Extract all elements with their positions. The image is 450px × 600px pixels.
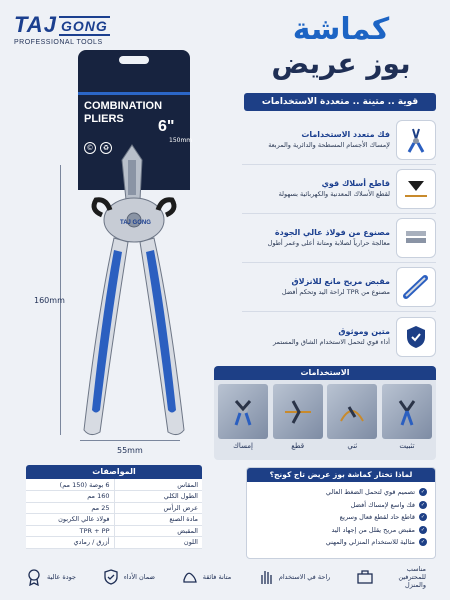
- footer-item: [180, 567, 231, 587]
- product-title: [246, 12, 436, 80]
- check-icon: ✓: [420, 514, 426, 521]
- list-item: [247, 536, 427, 549]
- package-name-line1: COMBINATION: [84, 100, 163, 112]
- use-label: تثبيت: [399, 442, 415, 450]
- package-size-mm: 150mm: [169, 137, 193, 144]
- footer-text: ضمان الأداء: [123, 573, 156, 581]
- spec-value: 25 مم: [26, 502, 114, 514]
- use-item: [327, 384, 377, 450]
- list-item: [247, 511, 427, 524]
- package-name: [84, 100, 162, 126]
- why-choose-panel: [246, 467, 436, 559]
- spec-value: أزرق / رمادي: [26, 537, 114, 549]
- why-title: لماذا تختار كماشة بوز عريض تاج كونج؟: [247, 468, 435, 482]
- package-stripe: [78, 92, 190, 95]
- feature-item: [242, 214, 436, 263]
- width-dimension-line: [80, 440, 180, 441]
- logo-text: [14, 12, 110, 38]
- footer-item: [256, 567, 330, 587]
- use-label: ثني: [347, 442, 358, 450]
- spec-key: المقبض: [114, 525, 202, 537]
- specs-title: المواصفات: [26, 465, 202, 479]
- footer-text: متانة فائقة: [202, 573, 232, 581]
- feature-title: قاطع أسلاك قوي: [321, 179, 390, 188]
- cert-icon: ©: [84, 142, 96, 154]
- spec-value: 160 مم: [26, 491, 114, 503]
- table-row: [26, 537, 202, 549]
- feature-item: [242, 263, 436, 312]
- package-size: 6": [158, 118, 175, 135]
- pliers-brand-tag: TAJ GONG: [120, 220, 151, 226]
- spec-key: مادة الصنع: [114, 514, 202, 526]
- feature-item: [242, 116, 436, 165]
- shield-icon: [101, 567, 121, 587]
- feature-item: [242, 312, 436, 361]
- feature-title: فك متعدد الاستخدامات: [301, 130, 390, 139]
- uses-list: [218, 384, 432, 450]
- list-item: [247, 524, 427, 537]
- spec-key: الطول الكلي: [114, 491, 202, 503]
- feature-desc: أداء قوي لتحمل الاستخدام الشاق والمستمر: [272, 337, 390, 346]
- table-row: [26, 514, 202, 526]
- grip-use-icon: [382, 384, 432, 439]
- feature-desc: مصنوع من TPR لراحة اليد وتحكم أفضل: [281, 288, 390, 296]
- grip-handle-icon: [396, 267, 436, 307]
- list-item: [247, 486, 427, 499]
- spec-key: المقاس: [114, 479, 202, 491]
- footer-text: جودة عالية: [47, 573, 77, 581]
- table-row: [26, 525, 202, 537]
- tagline-ribbon: قوية .. متينة .. متعددة الاستخدامات: [244, 93, 436, 111]
- feature-title: مصنوع من فولاذ عالي الجودة: [274, 228, 390, 237]
- spec-value: فولاذ عالي الكربون: [26, 514, 114, 526]
- cut-use-icon: [273, 384, 323, 439]
- bend-use-icon: [327, 384, 377, 439]
- logo-main: TAJ: [14, 12, 57, 37]
- hand-icon: [256, 567, 276, 587]
- table-row: [26, 491, 202, 503]
- use-item: [218, 384, 268, 450]
- medal-icon: [24, 567, 44, 587]
- table-row: [26, 502, 202, 514]
- strength-icon: [180, 567, 200, 587]
- logo-sub: GONG: [60, 18, 108, 35]
- title-line-1: كماشة: [292, 12, 390, 47]
- check-icon: ✓: [420, 539, 426, 546]
- table-row: [26, 479, 202, 491]
- why-item-text: فك واسع لإمساك أفضل: [350, 500, 415, 509]
- steel-bar-icon: [396, 218, 436, 258]
- feature-title: مقبض مريح مانع للانزلاق: [291, 277, 390, 286]
- shield-check-icon: [396, 317, 436, 357]
- feature-title: متين وموثوق: [338, 326, 390, 336]
- use-item: [382, 384, 432, 450]
- use-label: إمساك: [233, 442, 253, 450]
- wire-cutter-icon: [396, 169, 436, 209]
- feature-desc: لإمساك الأجسام المسطحة والدائرية والمربعة: [268, 141, 390, 149]
- hang-hole: [119, 56, 149, 64]
- width-dimension-label: 55mm: [117, 446, 143, 455]
- footer-text: مناسب للمحترفين والمنزل: [398, 565, 426, 589]
- spec-key: اللون: [114, 537, 202, 549]
- recycle-icon: ♻: [100, 142, 112, 154]
- check-icon: ✓: [420, 489, 426, 496]
- use-label: قطع: [291, 442, 305, 450]
- list-item: [247, 499, 427, 512]
- feature-desc: لقطع الأسلاك المعدنية والكهربائية بسهولة: [278, 190, 390, 198]
- feature-desc: معالجة حرارياً لصلابة ومتانة أعلى وعمر أطول: [267, 239, 390, 247]
- footer-item: [24, 567, 76, 587]
- footer-item: [101, 567, 155, 587]
- check-icon: ✓: [420, 526, 426, 533]
- specs-table: [26, 465, 202, 549]
- title-line-2: بوز عريض: [271, 47, 411, 80]
- spec-value: TPR + PP: [26, 525, 114, 537]
- use-item: [273, 384, 323, 450]
- pliers-jaw-icon: [396, 120, 436, 160]
- why-item-text: مقبض مريح يقلل من إجهاد اليد: [331, 525, 415, 534]
- why-item-text: قاطع حاد لقطع فعال وسريع: [339, 513, 415, 522]
- package-name-line2: PLIERS: [84, 113, 124, 125]
- brand-tagline: PROFESSIONAL TOOLS: [14, 39, 103, 46]
- spec-value: 6 بوصة (150 مم): [26, 479, 114, 491]
- footer-text: راحة في الاستخدام: [278, 573, 331, 581]
- pliers-jaw-grip: [128, 160, 136, 195]
- spec-key: عرض الرأس: [114, 502, 202, 514]
- pliers-illustration: [70, 140, 200, 440]
- hold-use-icon: [218, 384, 268, 439]
- footer-item: [355, 565, 426, 589]
- why-item-text: مثالية للاستخدام المنزلي والمهني: [325, 538, 415, 547]
- feature-list: [242, 116, 436, 361]
- height-dimension-label: 160mm: [34, 296, 65, 305]
- check-icon: ✓: [420, 501, 426, 508]
- feature-item: [242, 165, 436, 214]
- why-item-text: تصميم قوي لتحمل الضغط العالي: [325, 488, 415, 497]
- footer-badges: [24, 561, 426, 593]
- uses-title: الاستخدامات: [214, 366, 436, 380]
- toolbox-icon: [355, 567, 375, 587]
- brand-logo: [14, 12, 110, 46]
